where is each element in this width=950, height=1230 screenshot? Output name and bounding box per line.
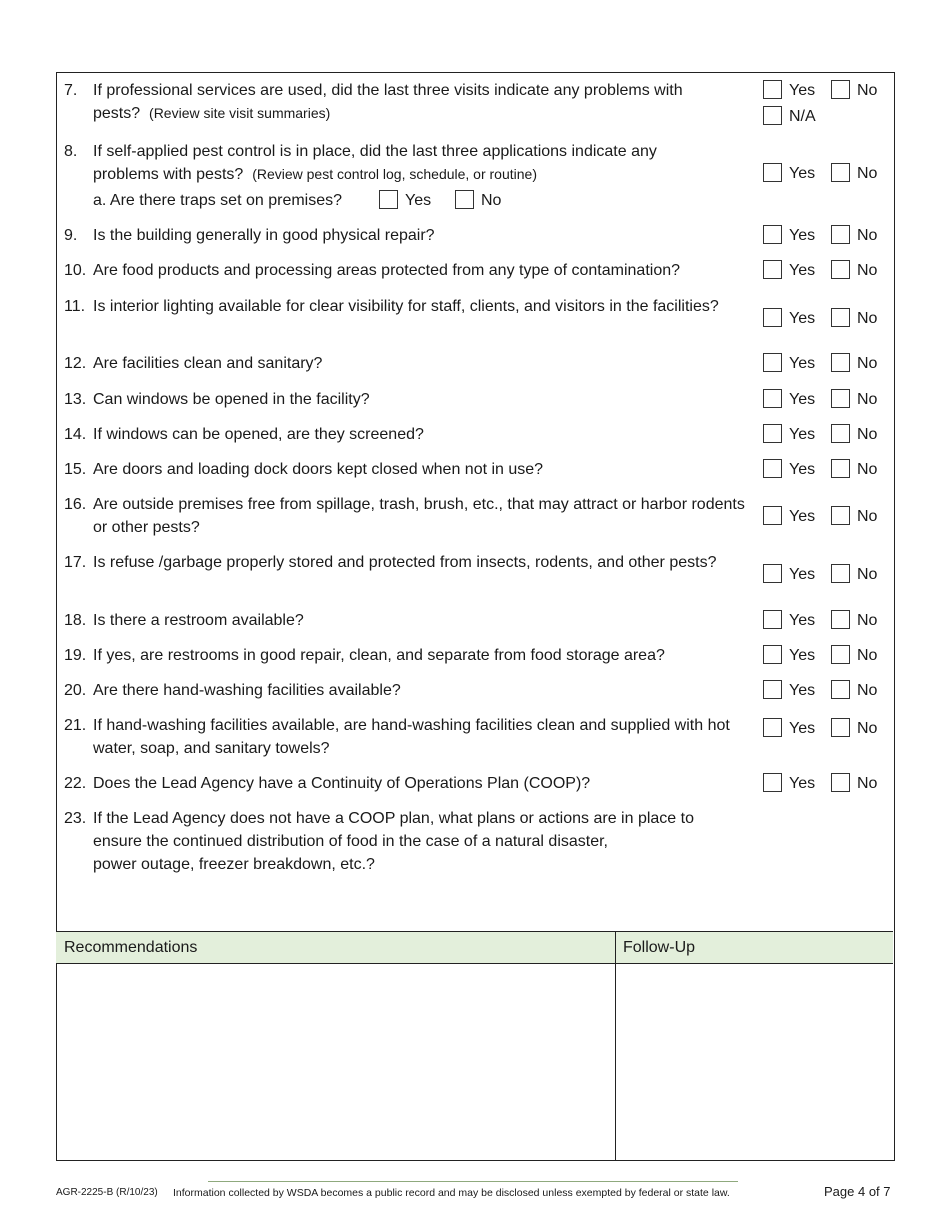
q18-no-checkbox[interactable] xyxy=(831,610,850,629)
q15-yes-checkbox[interactable] xyxy=(763,459,782,478)
question-text-cont: problems with pests? xyxy=(93,166,244,183)
question-15 xyxy=(64,458,749,481)
q18-yes-checkbox[interactable] xyxy=(763,610,782,629)
question-text: Is the building generally in good physical repair? xyxy=(93,227,435,244)
question-text: If yes, are restrooms in good repair, clean, and separate from food storage area? xyxy=(93,647,665,664)
q10-no-label: No xyxy=(857,262,878,279)
q7-options-row2 xyxy=(763,105,893,128)
q22-yes-checkbox[interactable] xyxy=(763,773,782,792)
question-number: 9. xyxy=(64,227,78,244)
question-number: 20. xyxy=(64,682,87,699)
q15-no-label: No xyxy=(857,461,878,478)
question-text-cont: pests? xyxy=(93,105,141,122)
question-number: 14. xyxy=(64,426,87,443)
q8a-no-checkbox[interactable] xyxy=(455,190,474,209)
q22-no-label: No xyxy=(857,775,878,792)
question-10 xyxy=(64,259,749,282)
q17-no-checkbox[interactable] xyxy=(831,564,850,583)
q17-options xyxy=(763,563,893,586)
follow-up-heading: Follow-Up xyxy=(623,939,696,956)
q20-no-label: No xyxy=(857,682,878,699)
question-text: If hand-washing facilities available, are hand-washing facilities clean and supplied with hot water, soap, and sanitary towels? xyxy=(93,717,730,757)
q10-options xyxy=(763,259,893,282)
recommendations-field[interactable] xyxy=(57,964,615,1159)
question-number: 19. xyxy=(64,647,87,664)
q14-yes-checkbox[interactable] xyxy=(763,424,782,443)
q19-yes-label: Yes xyxy=(789,647,816,664)
question-13 xyxy=(64,388,749,411)
question-text-line2: ensure the continued distribution of food in the case of a natural disaster, xyxy=(93,833,608,850)
q20-no-checkbox[interactable] xyxy=(831,680,850,699)
q12-yes-checkbox[interactable] xyxy=(763,353,782,372)
q16-yes-label: Yes xyxy=(789,508,816,525)
q20-yes-checkbox[interactable] xyxy=(763,680,782,699)
q21-yes-checkbox[interactable] xyxy=(763,718,782,737)
q12-no-checkbox[interactable] xyxy=(831,353,850,372)
q14-no-checkbox[interactable] xyxy=(831,424,850,443)
question-9 xyxy=(64,224,749,247)
question-text: Are there hand-washing facilities available? xyxy=(93,682,401,699)
question-number: 13. xyxy=(64,391,87,408)
q15-options xyxy=(763,458,893,481)
q21-no-checkbox[interactable] xyxy=(831,718,850,737)
q16-options xyxy=(763,505,893,528)
q12-yes-label: Yes xyxy=(789,355,816,372)
q19-options xyxy=(763,644,893,667)
question-23 xyxy=(64,807,764,876)
q13-no-checkbox[interactable] xyxy=(831,389,850,408)
q21-no-label: No xyxy=(857,720,878,737)
question-text: Does the Lead Agency have a Continuity of Operations Plan (COOP)? xyxy=(93,775,591,792)
q7-options xyxy=(763,79,893,102)
q11-no-checkbox[interactable] xyxy=(831,308,850,327)
question-text: Are doors and loading dock doors kept closed when not in use? xyxy=(93,461,544,478)
q9-options xyxy=(763,224,893,247)
question-number: 18. xyxy=(64,612,87,629)
q9-yes-label: Yes xyxy=(789,227,816,244)
question-number: 21. xyxy=(64,717,87,734)
question-21 xyxy=(64,714,749,760)
question-7 xyxy=(64,79,749,125)
q14-yes-label: Yes xyxy=(789,426,816,443)
question-text: Can windows be opened in the facility? xyxy=(93,391,370,408)
footer-rule xyxy=(208,1181,738,1182)
table-header xyxy=(56,931,893,964)
question-12 xyxy=(64,352,749,375)
q22-options xyxy=(763,772,893,795)
q19-yes-checkbox[interactable] xyxy=(763,645,782,664)
question-number: 23. xyxy=(64,810,87,827)
q15-no-checkbox[interactable] xyxy=(831,459,850,478)
question-text: Are outside premises free from spillage, trash, brush, etc., that may attract or harbor rodents or other pests? xyxy=(93,496,745,536)
q19-no-checkbox[interactable] xyxy=(831,645,850,664)
q13-yes-checkbox[interactable] xyxy=(763,389,782,408)
question-19 xyxy=(64,644,749,667)
question-text-line3: power outage, freezer breakdown, etc.? xyxy=(93,856,375,873)
question-text: Is refuse /garbage properly stored and protected from insects, rodents, and other pests? xyxy=(93,554,717,571)
question-8a xyxy=(93,189,553,212)
q17-no-label: No xyxy=(857,566,878,583)
page-number: Page 4 of 7 xyxy=(824,1184,891,1199)
q22-yes-label: Yes xyxy=(789,775,816,792)
question-text: Are food products and processing areas protected from any type of contamination? xyxy=(93,262,681,279)
q13-yes-label: Yes xyxy=(789,391,816,408)
q7-na-checkbox[interactable] xyxy=(763,106,782,125)
q8-no-label: No xyxy=(857,165,878,182)
question-18 xyxy=(64,609,749,632)
q8a-yes-label: Yes xyxy=(405,192,432,209)
question-text: If self-applied pest control is in place, did the last three applications indicate any xyxy=(93,143,657,160)
question-number: 16. xyxy=(64,496,87,513)
question-text: If the Lead Agency does not have a COOP plan, what plans or actions are in place to xyxy=(93,810,694,827)
question-note: (Review pest control log, schedule, or routine) xyxy=(252,166,537,182)
q19-no-label: No xyxy=(857,647,878,664)
recommendations-heading: Recommendations xyxy=(64,939,198,956)
question-22 xyxy=(64,772,749,795)
q7-no-label: No xyxy=(857,82,878,99)
q20-options xyxy=(763,679,893,702)
q13-no-label: No xyxy=(857,391,878,408)
q16-no-label: No xyxy=(857,508,878,525)
q9-no-checkbox[interactable] xyxy=(831,225,850,244)
q8-yes-checkbox[interactable] xyxy=(763,163,782,182)
q7-no-checkbox[interactable] xyxy=(831,80,850,99)
question-text: Is interior lighting available for clear visibility for staff, clients, and visitors in the facilities? xyxy=(93,298,719,315)
question-text: If windows can be opened, are they screened? xyxy=(93,426,424,443)
question-note: (Review site visit summaries) xyxy=(149,105,331,121)
question-number: 10. xyxy=(64,262,87,279)
question-14 xyxy=(64,423,749,446)
q22-no-checkbox[interactable] xyxy=(831,773,850,792)
q11-no-label: No xyxy=(857,310,878,327)
q17-yes-checkbox[interactable] xyxy=(763,564,782,583)
question-text: Are facilities clean and sanitary? xyxy=(93,355,323,372)
q8-options xyxy=(763,162,893,185)
question-text: Is there a restroom available? xyxy=(93,612,304,629)
question-number: 8. xyxy=(64,143,78,160)
q12-no-label: No xyxy=(857,355,878,372)
q18-options xyxy=(763,609,893,632)
q8a-yes-checkbox[interactable] xyxy=(379,190,398,209)
question-17 xyxy=(64,551,749,574)
question-number: 12. xyxy=(64,355,87,372)
q8-no-checkbox[interactable] xyxy=(831,163,850,182)
q11-options xyxy=(763,307,893,330)
q7-na-label: N/A xyxy=(789,108,816,125)
question-number: 7. xyxy=(64,82,78,99)
q10-yes-label: Yes xyxy=(789,262,816,279)
public-record-notice: Information collected by WSDA becomes a public record and may be disclosed unless exempted by federal or state law. xyxy=(173,1187,730,1199)
question-number: 17. xyxy=(64,554,87,571)
question-8 xyxy=(64,140,749,186)
q14-options xyxy=(763,423,893,446)
question-11 xyxy=(64,295,749,318)
question-16 xyxy=(64,493,749,539)
q7-yes-label: Yes xyxy=(789,82,816,99)
q9-yes-checkbox[interactable] xyxy=(763,225,782,244)
q9-no-label: No xyxy=(857,227,878,244)
question-20 xyxy=(64,679,749,702)
follow-up-field[interactable] xyxy=(616,964,893,1159)
question-text: If professional services are used, did the last three visits indicate any problems with xyxy=(93,82,683,99)
q10-yes-checkbox[interactable] xyxy=(763,260,782,279)
q18-yes-label: Yes xyxy=(789,612,816,629)
q16-yes-checkbox[interactable] xyxy=(763,506,782,525)
q15-yes-label: Yes xyxy=(789,461,816,478)
q21-yes-label: Yes xyxy=(789,720,816,737)
q10-no-checkbox[interactable] xyxy=(831,260,850,279)
q14-no-label: No xyxy=(857,426,878,443)
question-8a-text: a. Are there traps set on premises? xyxy=(93,192,343,209)
q13-options xyxy=(763,388,893,411)
q12-options xyxy=(763,352,893,375)
question-number: 11. xyxy=(64,298,86,315)
question-number: 22. xyxy=(64,775,87,792)
q11-yes-checkbox[interactable] xyxy=(763,308,782,327)
question-number: 15. xyxy=(64,461,87,478)
q17-yes-label: Yes xyxy=(789,566,816,583)
q18-no-label: No xyxy=(857,612,878,629)
form-code: AGR-2225-B (R/10/23) xyxy=(56,1187,158,1198)
q8a-no-label: No xyxy=(481,192,502,209)
q11-yes-label: Yes xyxy=(789,310,816,327)
q7-yes-checkbox[interactable] xyxy=(763,80,782,99)
q8-yes-label: Yes xyxy=(789,165,816,182)
q20-yes-label: Yes xyxy=(789,682,816,699)
q16-no-checkbox[interactable] xyxy=(831,506,850,525)
q21-options xyxy=(763,717,893,740)
